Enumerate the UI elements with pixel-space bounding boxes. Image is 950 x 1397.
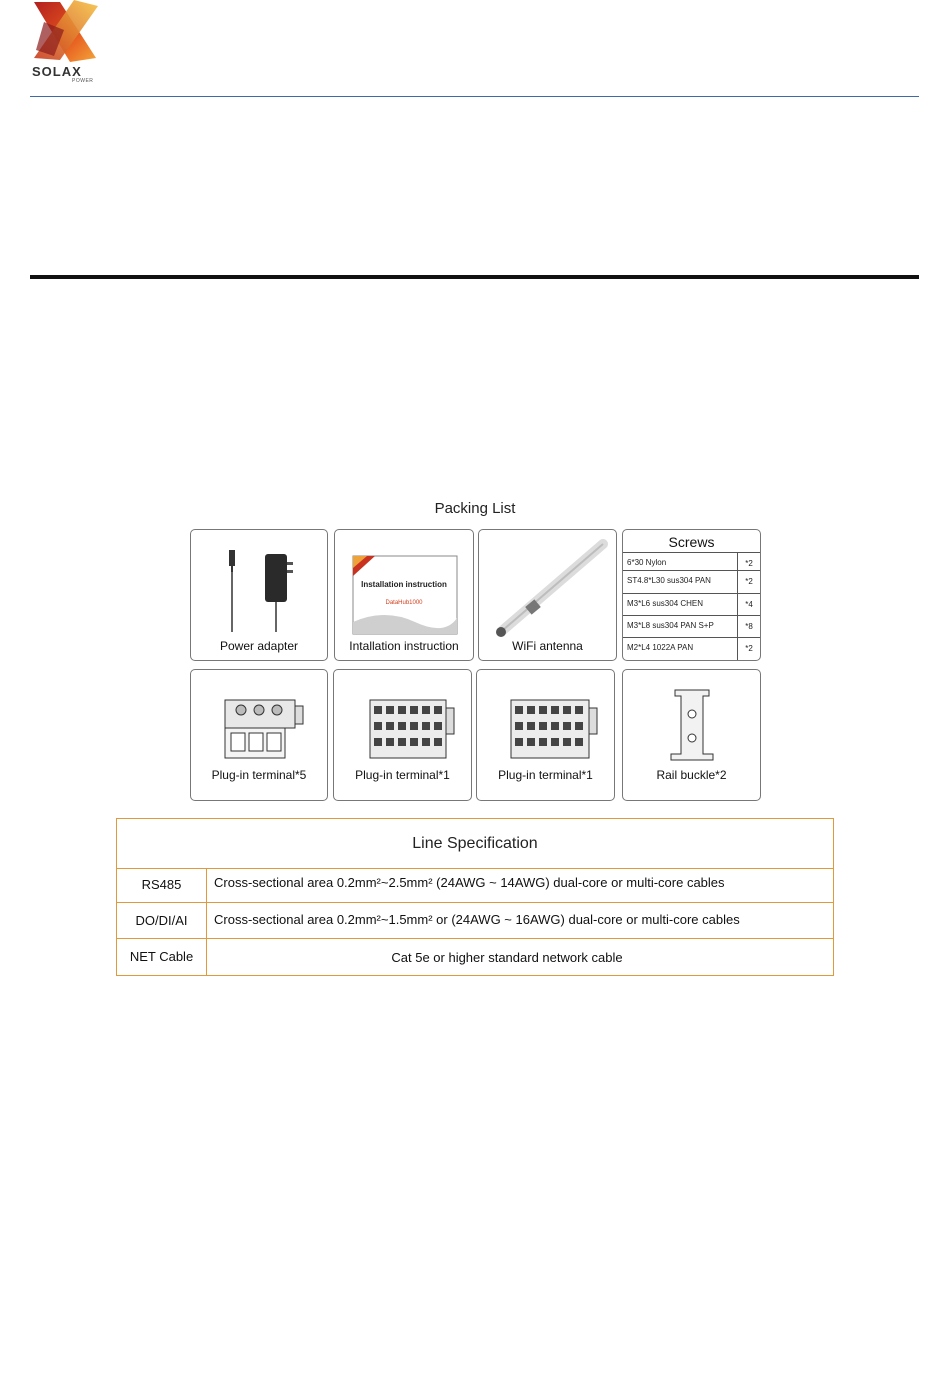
- table-row: [117, 939, 833, 976]
- screw-name: ST4.8*L30 sus304 PAN: [627, 576, 711, 585]
- screw-row: [623, 593, 760, 616]
- screw-name: 6*30 Nylon: [627, 558, 667, 567]
- booklet-subtitle: DataHub1000: [385, 600, 423, 606]
- header-divider: [30, 96, 919, 97]
- row-desc: Cat 5e or higher standard network cable: [391, 950, 623, 965]
- screws-title: Screws: [668, 534, 715, 550]
- item-caption: Power adapter: [219, 639, 299, 653]
- booklet-title: Installation instruction: [361, 580, 447, 589]
- screw-qty: *2: [737, 638, 760, 660]
- packing-item-plug-in-terminal-1a: [333, 669, 472, 801]
- screw-qty: *8: [737, 616, 760, 638]
- table-row: [117, 868, 833, 903]
- line-spec-table: [116, 818, 834, 976]
- line-spec-title: Line Specification: [117, 819, 833, 869]
- screw-qty: *2: [737, 571, 760, 593]
- packing-item-instruction: [334, 529, 474, 661]
- item-caption: Plug-in terminal*1: [355, 768, 450, 782]
- row-label: NET Cable: [117, 939, 207, 976]
- screw-name: M3*L6 sus304 CHEN: [627, 599, 704, 608]
- screw-row: [623, 615, 760, 638]
- item-caption: Plug-in terminal*1: [498, 768, 593, 782]
- packing-item-wifi-antenna: [478, 529, 617, 661]
- item-caption: WiFi antenna: [512, 639, 583, 653]
- screw-row: [623, 570, 760, 593]
- screw-qty: *2: [737, 553, 760, 575]
- brand-sub: POWER: [72, 78, 94, 84]
- table-row: [117, 903, 833, 939]
- item-caption: Rail buckle*2: [656, 768, 727, 782]
- screw-row: [623, 637, 760, 660]
- solax-logo-mark-icon: [30, 0, 102, 66]
- screw-name: M3*L8 sus304 PAN S+P: [627, 621, 714, 630]
- packing-list-title: Packing List: [434, 500, 516, 517]
- packing-item-power-adapter: [190, 529, 328, 661]
- item-caption: Plug-in terminal*5: [211, 768, 307, 782]
- row-desc: Cross-sectional area 0.2mm²~1.5mm² or (24AWG ~ 16AWG) dual-core or multi-core cables: [214, 912, 740, 927]
- item-caption: Intallation instruction: [349, 639, 459, 653]
- row-label: RS485: [117, 868, 207, 902]
- screw-name: M2*L4 1022A PAN: [627, 643, 694, 652]
- section-divider: [30, 275, 919, 279]
- packing-item-screws: [622, 529, 761, 661]
- screw-qty: *4: [737, 594, 760, 616]
- packing-item-plug-in-terminal-5: [190, 669, 328, 801]
- packing-item-rail-buckle: [622, 669, 761, 801]
- brand-name: SOLAX: [32, 64, 82, 79]
- row-desc: Cross-sectional area 0.2mm²~2.5mm² (24AWG ~ 14AWG) dual-core or multi-core cables: [214, 875, 725, 890]
- packing-item-plug-in-terminal-1b: [476, 669, 615, 801]
- row-label: DO/DI/AI: [117, 903, 207, 938]
